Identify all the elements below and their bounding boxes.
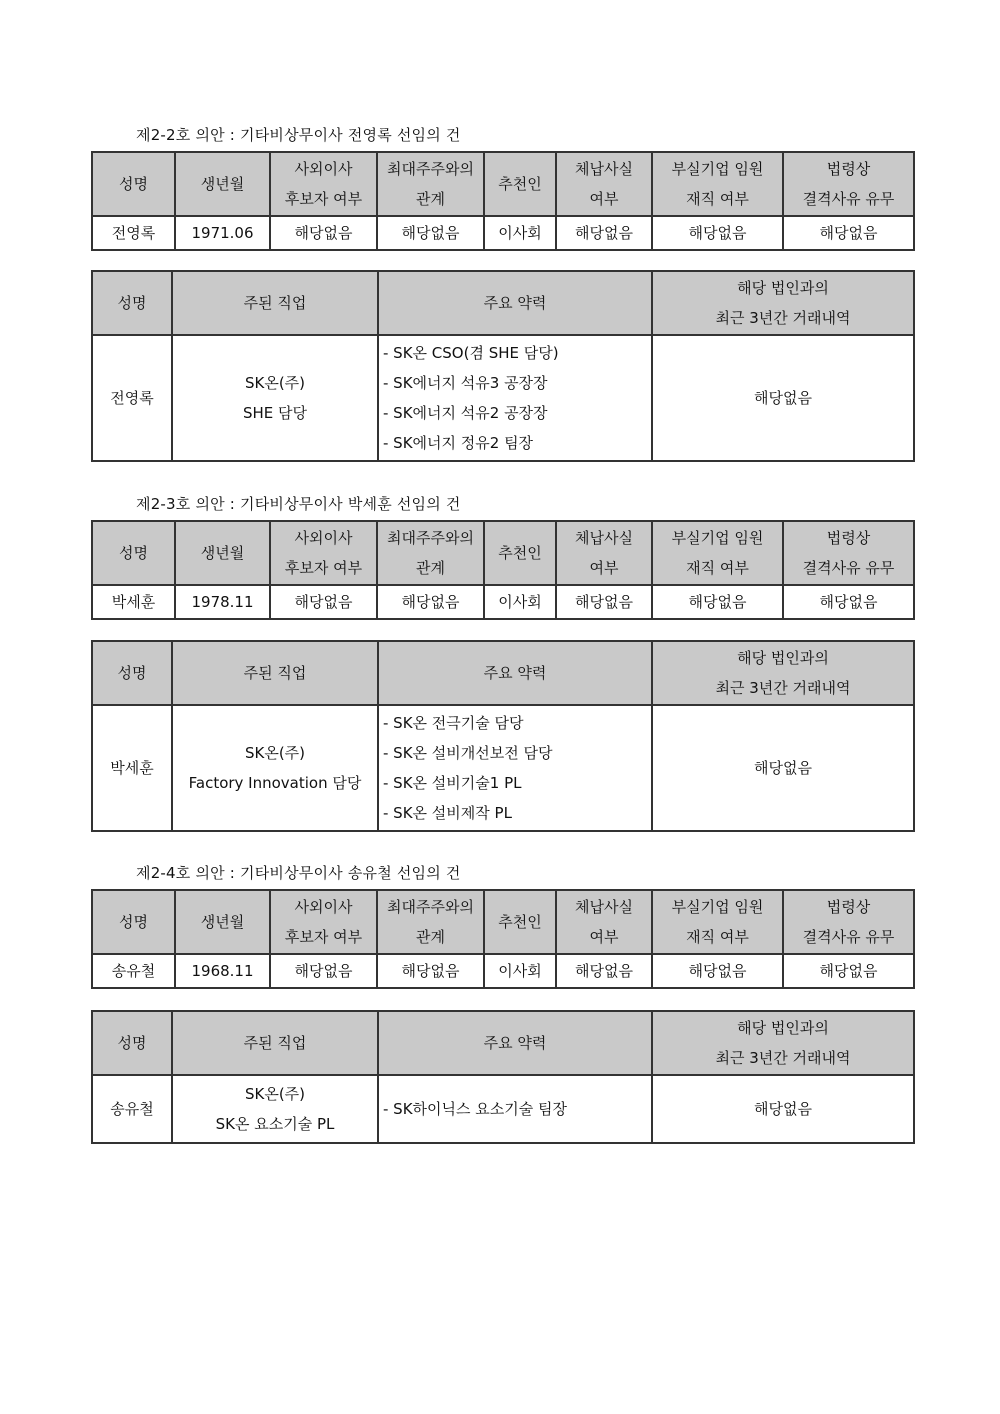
career-header-cell	[172, 641, 378, 705]
candidate-basic-table	[91, 520, 915, 620]
basic-value-cell: 해당없음	[783, 216, 914, 250]
basic-value-cell: 해당없음	[652, 954, 783, 988]
basic-header-cell	[377, 152, 484, 216]
basic-header-line: 성명	[119, 175, 148, 193]
career-header-cell	[378, 641, 652, 705]
basic-value-row	[92, 585, 914, 619]
basic-header-cell	[270, 890, 377, 954]
basic-header-line: 부실기업 임원	[671, 529, 764, 547]
basic-header-line: 생년월	[200, 175, 245, 193]
basic-value-cell: 이사회	[484, 216, 556, 250]
career-header-line: 성명	[117, 294, 147, 312]
candidate-name: 송유철	[92, 1075, 172, 1143]
basic-header-line: 결격사유 유무	[802, 190, 895, 208]
basic-value-cell: 해당없음	[652, 585, 783, 619]
career-body-row	[92, 1075, 914, 1143]
main-occupation	[172, 1075, 378, 1143]
career-history	[378, 705, 652, 831]
career-header-cell	[652, 1011, 914, 1075]
career-header-line: 해당 법인과의	[737, 279, 829, 297]
basic-header-cell	[484, 521, 556, 585]
basic-header-cell	[92, 521, 175, 585]
basic-header-line: 사외이사	[294, 529, 353, 547]
career-header-cell	[652, 641, 914, 705]
transaction-history: 해당없음	[652, 335, 914, 461]
career-header-line: 주요 약력	[483, 664, 547, 682]
basic-value-cell: 해당없음	[556, 954, 652, 988]
basic-header-line: 법령상	[826, 529, 871, 547]
occupation-line: SK온(주)	[244, 744, 306, 762]
occupation-line: SK온 요소기술 PL	[215, 1115, 335, 1133]
career-item: - SK온 설비개선보전 담당	[383, 744, 553, 762]
career-header-line: 주된 직업	[243, 294, 307, 312]
basic-header-line: 재직 여부	[686, 190, 749, 208]
basic-value-cell: 해당없음	[270, 585, 377, 619]
basic-header-line: 사외이사	[294, 898, 353, 916]
basic-header-line: 여부	[589, 559, 619, 577]
basic-header-cell	[377, 521, 484, 585]
career-header-cell	[378, 271, 652, 335]
basic-header-line: 최대주주와의	[387, 529, 474, 547]
candidate-career-table	[91, 640, 915, 832]
basic-value-cell: 해당없음	[556, 216, 652, 250]
basic-value-cell: 해당없음	[377, 216, 484, 250]
basic-value-cell: 이사회	[484, 585, 556, 619]
career-item: - SK온 설비기술1 PL	[383, 774, 522, 792]
occupation-line: SK온(주)	[244, 374, 306, 392]
main-occupation	[172, 705, 378, 831]
career-header-cell	[172, 271, 378, 335]
candidate-name: 전영록	[92, 335, 172, 461]
basic-header-line: 법령상	[826, 898, 871, 916]
career-header-line: 최근 3년간 거래내역	[715, 679, 851, 697]
basic-header-cell	[92, 152, 175, 216]
basic-value-row	[92, 954, 914, 988]
basic-value-cell: 1968.11	[175, 954, 270, 988]
basic-value-cell: 전영록	[92, 216, 175, 250]
career-item: - SK온 CSO(겸 SHE 담당)	[383, 344, 559, 362]
basic-header-cell	[556, 521, 652, 585]
basic-header-cell	[783, 890, 914, 954]
basic-header-line: 법령상	[826, 160, 871, 178]
basic-header-cell	[175, 890, 270, 954]
basic-header-line: 성명	[119, 544, 148, 562]
basic-value-cell: 송유철	[92, 954, 175, 988]
basic-header-line: 관계	[416, 559, 445, 577]
basic-header-line: 생년월	[200, 913, 245, 931]
basic-header-line: 최대주주와의	[387, 898, 474, 916]
career-header-line: 주된 직업	[243, 1034, 307, 1052]
career-header-cell	[92, 641, 172, 705]
career-header-cell	[92, 1011, 172, 1075]
agenda-title: 제2-2호 의안 : 기타비상무이사 전영록 선임의 건	[136, 126, 461, 144]
basic-header-line: 결격사유 유무	[802, 559, 895, 577]
basic-header-line: 여부	[589, 190, 619, 208]
transaction-history: 해당없음	[652, 705, 914, 831]
career-header-line: 최근 3년간 거래내역	[715, 309, 851, 327]
basic-header-cell	[175, 152, 270, 216]
basic-header-line: 성명	[119, 913, 148, 931]
basic-value-cell: 1971.06	[175, 216, 270, 250]
basic-header-cell	[652, 521, 783, 585]
basic-header-cell	[652, 890, 783, 954]
career-header-line: 주요 약력	[483, 294, 547, 312]
candidate-basic-table	[91, 151, 915, 251]
basic-header-cell	[92, 890, 175, 954]
candidate-name: 박세훈	[92, 705, 172, 831]
basic-header-cell	[270, 152, 377, 216]
basic-header-line: 사외이사	[294, 160, 353, 178]
basic-header-line: 재직 여부	[686, 928, 749, 946]
agenda-title: 제2-4호 의안 : 기타비상무이사 송유철 선임의 건	[136, 864, 461, 882]
basic-header-line: 후보자 여부	[284, 190, 363, 208]
basic-header-cell	[270, 521, 377, 585]
agenda-title: 제2-3호 의안 : 기타비상무이사 박세훈 선임의 건	[136, 495, 461, 513]
basic-header-cell	[783, 152, 914, 216]
basic-header-row	[92, 521, 914, 585]
career-history	[378, 1075, 652, 1143]
basic-value-cell: 해당없음	[556, 585, 652, 619]
career-header-cell	[652, 271, 914, 335]
career-item: - SK에너지 석유3 공장장	[383, 374, 548, 392]
basic-header-cell	[783, 521, 914, 585]
career-body-row	[92, 335, 914, 461]
basic-header-line: 생년월	[200, 544, 245, 562]
basic-value-cell: 해당없음	[270, 216, 377, 250]
basic-header-line: 체납사실	[575, 898, 633, 916]
career-item: - SK온 전극기술 담당	[383, 714, 524, 732]
basic-header-cell	[484, 890, 556, 954]
basic-header-cell	[652, 152, 783, 216]
basic-header-line: 최대주주와의	[387, 160, 474, 178]
career-header-line: 해당 법인과의	[737, 1019, 829, 1037]
basic-header-cell	[556, 152, 652, 216]
career-history	[378, 335, 652, 461]
candidate-career-table	[91, 1010, 915, 1144]
career-item: - SK에너지 석유2 공장장	[383, 404, 548, 422]
basic-header-cell	[484, 152, 556, 216]
basic-value-cell: 해당없음	[783, 585, 914, 619]
career-header-row	[92, 641, 914, 705]
career-header-line: 주요 약력	[483, 1034, 547, 1052]
basic-value-cell: 해당없음	[270, 954, 377, 988]
career-body-row	[92, 705, 914, 831]
basic-header-line: 체납사실	[575, 529, 633, 547]
career-header-line: 최근 3년간 거래내역	[715, 1049, 851, 1067]
basic-header-line: 관계	[416, 928, 445, 946]
career-header-row	[92, 1011, 914, 1075]
career-header-line: 성명	[117, 1034, 147, 1052]
candidate-basic-table	[91, 889, 915, 989]
career-item: - SK온 설비제작 PL	[383, 804, 512, 822]
basic-header-line: 추천인	[498, 544, 542, 562]
basic-value-cell: 이사회	[484, 954, 556, 988]
career-item: - SK하이닉스 요소기술 팀장	[383, 1100, 567, 1118]
basic-header-line: 재직 여부	[686, 559, 749, 577]
career-header-cell	[92, 271, 172, 335]
career-header-cell	[378, 1011, 652, 1075]
basic-header-line: 체납사실	[575, 160, 633, 178]
basic-value-cell: 해당없음	[783, 954, 914, 988]
career-header-line: 주된 직업	[243, 664, 307, 682]
occupation-line: SK온(주)	[244, 1085, 306, 1103]
career-header-line: 성명	[117, 664, 147, 682]
basic-header-line: 추천인	[498, 913, 542, 931]
basic-header-cell	[556, 890, 652, 954]
occupation-line: Factory Innovation 담당	[188, 774, 362, 792]
basic-header-line: 관계	[416, 190, 445, 208]
transaction-history: 해당없음	[652, 1075, 914, 1143]
main-occupation	[172, 335, 378, 461]
basic-header-line: 결격사유 유무	[802, 928, 895, 946]
basic-value-cell: 해당없음	[652, 216, 783, 250]
career-header-cell	[172, 1011, 378, 1075]
basic-header-line: 후보자 여부	[284, 559, 363, 577]
career-header-line: 해당 법인과의	[737, 649, 829, 667]
candidate-career-table	[91, 270, 915, 462]
basic-value-cell: 해당없음	[377, 585, 484, 619]
basic-header-row	[92, 890, 914, 954]
basic-value-cell: 1978.11	[175, 585, 270, 619]
basic-header-line: 후보자 여부	[284, 928, 363, 946]
basic-header-cell	[175, 521, 270, 585]
basic-value-row	[92, 216, 914, 250]
basic-header-line: 여부	[589, 928, 619, 946]
basic-header-line: 추천인	[498, 175, 542, 193]
career-item: - SK에너지 정유2 팀장	[383, 434, 534, 452]
basic-header-cell	[377, 890, 484, 954]
basic-value-cell: 박세훈	[92, 585, 175, 619]
career-header-row	[92, 271, 914, 335]
basic-value-cell: 해당없음	[377, 954, 484, 988]
basic-header-row	[92, 152, 914, 216]
basic-header-line: 부실기업 임원	[671, 898, 764, 916]
basic-header-line: 부실기업 임원	[671, 160, 764, 178]
occupation-line: SHE 담당	[242, 404, 308, 422]
